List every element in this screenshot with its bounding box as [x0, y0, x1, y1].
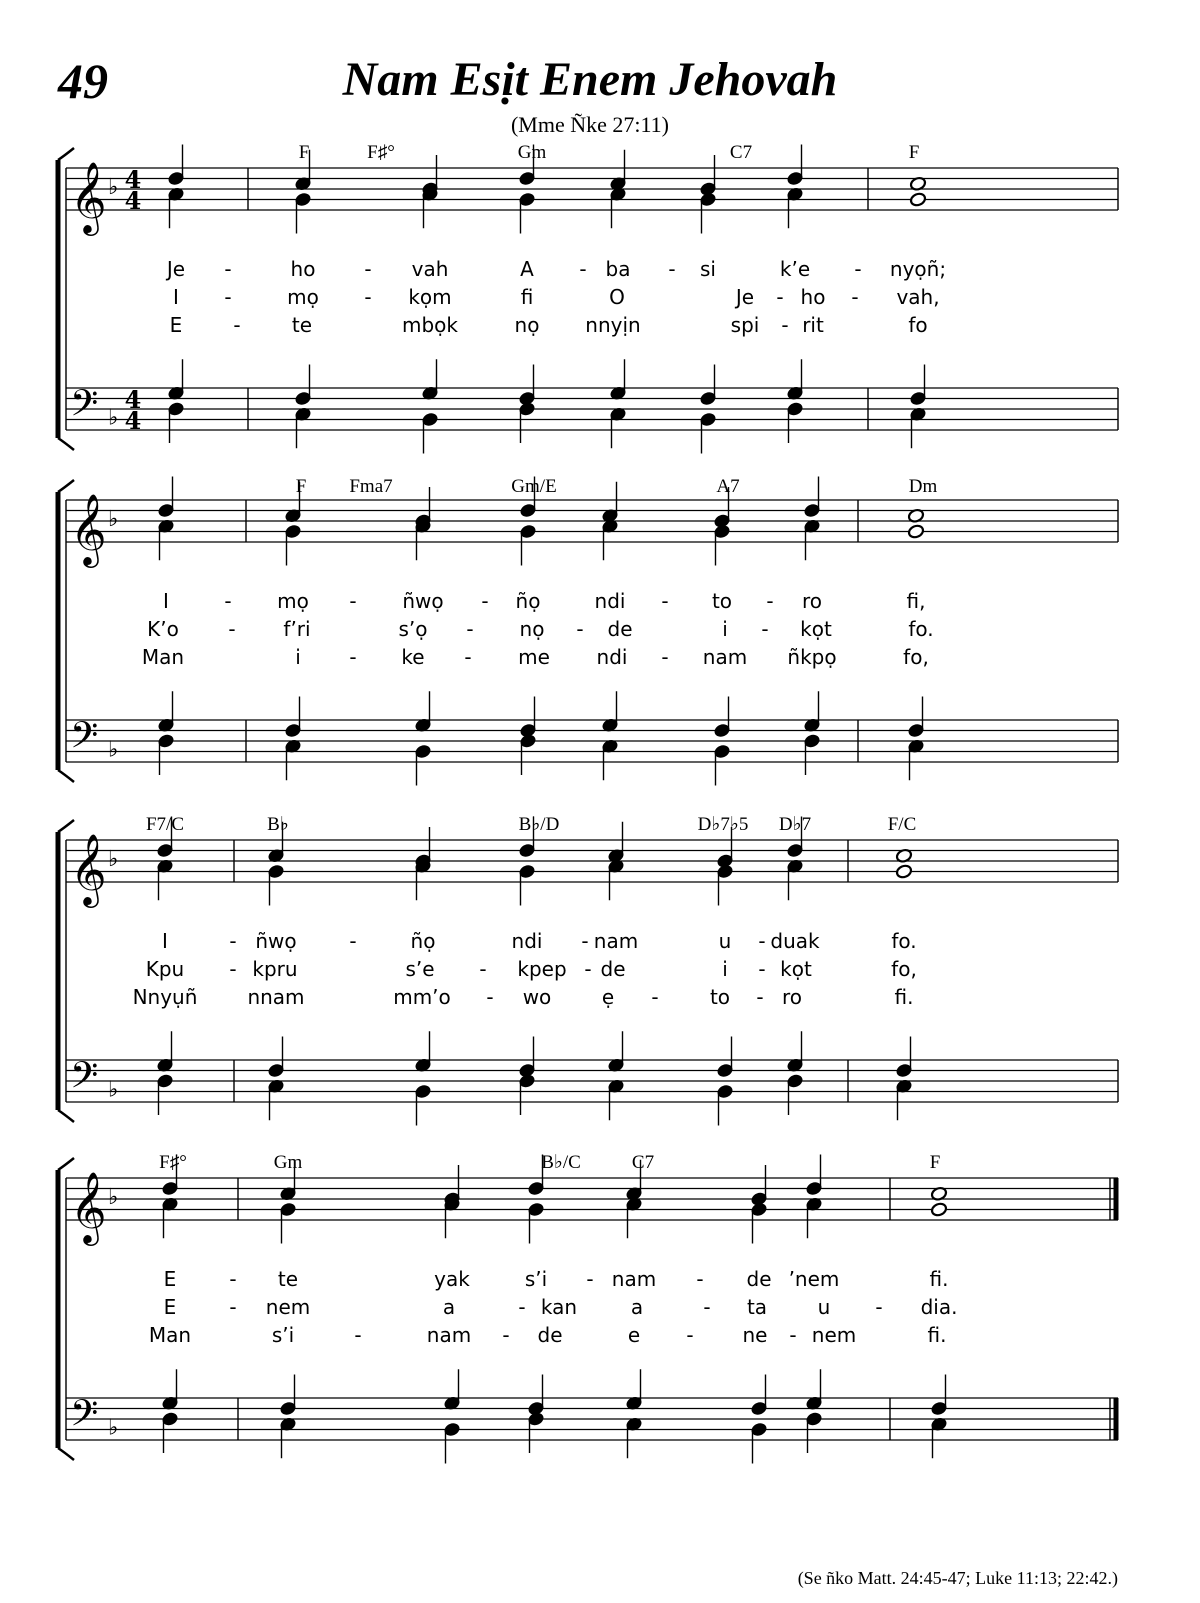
chord-symbol: D♭7♭5 [697, 814, 749, 835]
chord-symbol: C7 [631, 1152, 655, 1173]
lyric-syllable: a [442, 1295, 456, 1319]
lyric-syllable: kpru [252, 957, 298, 981]
lyric-syllable: - [224, 285, 232, 309]
lyric-syllable: ñkpọ [787, 645, 837, 669]
bracket-top [58, 820, 74, 832]
chord-symbol: Fma7 [349, 476, 393, 497]
lyric-syllable: - [781, 313, 789, 337]
chord-symbol: F [295, 476, 307, 497]
lyric-syllable: ke [401, 645, 425, 669]
alto-note [930, 1202, 947, 1217]
lyric-syllable: nnyịn [585, 313, 641, 337]
chord-symbol: Dm [908, 476, 938, 497]
lyric-syllable: - [364, 285, 372, 309]
lyric-syllable: nam [593, 929, 639, 953]
lyric-syllable: kan [540, 1295, 578, 1319]
lyric-syllable: si [700, 257, 716, 281]
lyric-syllable: yak [434, 1267, 470, 1291]
lyric-syllable: me [518, 645, 550, 669]
time-signature-top: 4 [124, 165, 142, 194]
chord-symbol: F/C [887, 814, 917, 835]
time-signature-top: 4 [124, 385, 142, 414]
lyric-syllable: te [291, 313, 313, 337]
treble-clef: 𝄞 [70, 1170, 107, 1243]
lyric-syllable: ho [800, 285, 826, 309]
lyric-syllable: - [481, 589, 489, 613]
lyric-syllable: i [722, 957, 728, 981]
lyric-syllable: - [229, 1267, 237, 1291]
bracket-bottom [58, 770, 74, 782]
lyric-syllable: - [875, 1295, 883, 1319]
lyric-syllable: fo. [891, 929, 917, 953]
lyric-syllable: fi [520, 285, 534, 309]
bass-clef: 𝄢 [70, 382, 99, 434]
lyric-syllable: - [776, 285, 784, 309]
lyric-syllable: ñwọ [255, 929, 297, 953]
lyric-syllable: wo [522, 985, 552, 1009]
lyric-syllable: kọm [408, 285, 452, 309]
lyric-syllable: ro [781, 985, 803, 1009]
lyric-syllable: - [703, 1295, 711, 1319]
lyric-syllable: Je [166, 257, 186, 281]
lyric-syllable: e [627, 1323, 641, 1347]
lyric-syllable: de [746, 1267, 772, 1291]
lyric-syllable: ta [746, 1295, 768, 1319]
chord-symbol: F7/C [145, 814, 185, 835]
lyric-syllable: - [661, 645, 669, 669]
lyric-syllable: E [163, 1295, 177, 1319]
lyric-syllable: - [224, 589, 232, 613]
lyric-syllable: de [537, 1323, 563, 1347]
chord-symbol: B♭ [267, 814, 289, 835]
flat-icon: ♭ [108, 1415, 119, 1441]
lyric-syllable: - [354, 1323, 362, 1347]
lyric-syllable: - [233, 313, 241, 337]
treble-clef: 𝄞 [70, 492, 107, 565]
lyric-syllable: fo [908, 313, 928, 337]
lyric-syllable: fi. [927, 1323, 947, 1347]
chord-symbol: F♯° [159, 1152, 187, 1173]
chord-symbol: D♭7 [778, 814, 812, 835]
bracket-bottom [58, 1110, 74, 1122]
lyric-syllable: ba [605, 257, 631, 281]
lyric-syllable: fi. [929, 1267, 949, 1291]
lyric-syllable: K’o [147, 617, 179, 641]
bass-clef: 𝄢 [70, 1054, 99, 1106]
lyric-syllable: kpep [517, 957, 567, 981]
lyric-syllable: de [607, 617, 633, 641]
lyric-syllable: - [229, 1295, 237, 1319]
lyric-syllable: vah [411, 257, 449, 281]
hymn-number: 49 [58, 53, 108, 109]
lyric-syllable: s’ọ [398, 617, 428, 641]
flat-icon: ♭ [108, 1077, 119, 1103]
lyric-syllable: - [229, 957, 237, 981]
lyric-syllable: to [709, 985, 731, 1009]
chord-symbol: F [298, 142, 310, 163]
bass-clef: 𝄢 [70, 714, 99, 766]
lyric-syllable: I [163, 589, 169, 613]
lyric-syllable: - [579, 257, 587, 281]
lyric-syllable: - [854, 257, 862, 281]
chord-symbol: Gm [273, 1152, 303, 1173]
lyric-syllable: ro [801, 589, 823, 613]
flat-icon: ♭ [108, 405, 119, 431]
lyric-syllable: E [169, 313, 183, 337]
lyric-syllable: f’ri [283, 617, 311, 641]
lyric-syllable: - [686, 1323, 694, 1347]
alto-note [907, 524, 924, 539]
chord-symbol: B♭/C [541, 1152, 581, 1173]
lyric-syllable: - [668, 257, 676, 281]
chord-symbol: B♭/D [518, 814, 560, 835]
lyric-syllable: i [722, 617, 728, 641]
flat-icon: ♭ [108, 507, 119, 532]
lyric-syllable: i [295, 645, 301, 669]
alto-note [895, 864, 912, 879]
lyric-syllable: u [718, 929, 732, 953]
lyric-syllable: E [163, 1267, 177, 1291]
lyric-syllable: ho [290, 257, 316, 281]
bracket-top [58, 480, 74, 492]
lyric-syllable: - [756, 985, 764, 1009]
lyric-syllable: s’e [405, 957, 435, 981]
chord-symbol: F [908, 142, 920, 163]
bracket-bottom [58, 1448, 74, 1460]
lyric-syllable: - [758, 929, 766, 953]
lyric-syllable: ñọ [515, 589, 541, 613]
lyric-syllable: - [228, 617, 236, 641]
lyric-syllable: to [711, 589, 733, 613]
lyric-syllable: te [277, 1267, 299, 1291]
chord-symbol: A7 [716, 476, 740, 497]
lyric-syllable: nem [811, 1323, 857, 1347]
lyric-syllable: - [466, 617, 474, 641]
lyric-syllable: s’i [524, 1267, 548, 1291]
lyric-syllable: spi [730, 313, 760, 337]
lyric-syllable: - [789, 1323, 797, 1347]
lyric-syllable: rit [802, 313, 824, 337]
lyric-syllable: nnam [247, 985, 305, 1009]
lyric-syllable: - [651, 985, 659, 1009]
lyric-syllable: - [349, 589, 357, 613]
lyric-syllable: - [576, 617, 584, 641]
lyric-syllable: mbọk [402, 313, 458, 337]
lyric-syllable: Man [148, 1323, 192, 1347]
lyric-syllable: - [766, 589, 774, 613]
time-signature-bottom: 4 [124, 406, 142, 435]
lyric-syllable: - [581, 929, 589, 953]
lyric-syllable: ndi [511, 929, 543, 953]
lyric-syllable: - [758, 957, 766, 981]
lyric-syllable: fo, [891, 957, 917, 981]
lyric-syllable: Je [735, 285, 755, 309]
lyric-syllable: ndi [596, 645, 628, 669]
treble-clef: 𝄞 [70, 160, 107, 233]
lyric-syllable: - [696, 1267, 704, 1291]
bracket-top [58, 1158, 74, 1170]
lyric-syllable: - [479, 957, 487, 981]
lyric-syllable: nọ [519, 617, 545, 641]
flat-icon: ♭ [108, 175, 119, 200]
chord-symbol: F♯° [367, 142, 395, 163]
flat-icon: ♭ [108, 1185, 119, 1210]
lyric-syllable: - [349, 929, 357, 953]
bracket-top [58, 148, 74, 160]
lyric-syllable: nam [426, 1323, 472, 1347]
lyric-syllable: - [364, 257, 372, 281]
lyric-syllable: ndi [594, 589, 626, 613]
lyric-syllable: a [630, 1295, 644, 1319]
footer-reference: (Se ñko Matt. 24:45-47; Luke 11:13; 22:42.) [797, 1568, 1118, 1588]
lyric-syllable: Kpu [145, 957, 185, 981]
time-signature-bottom: 4 [124, 186, 142, 215]
flat-icon: ♭ [108, 847, 119, 872]
chord-symbol: Gm/E [511, 476, 557, 497]
lyric-syllable: fi. [894, 985, 914, 1009]
lyric-syllable: s’i [271, 1323, 295, 1347]
lyric-syllable: A [520, 257, 534, 281]
lyric-syllable: nyọñ; [889, 257, 947, 281]
lyric-syllable: - [761, 617, 769, 641]
bracket-bottom [58, 438, 74, 450]
lyric-syllable: O [609, 285, 625, 309]
lyric-syllable: ẹ [601, 985, 615, 1009]
lyric-syllable: - [224, 257, 232, 281]
lyric-syllable: nam [702, 645, 748, 669]
lyric-syllable: ne [742, 1323, 768, 1347]
lyric-syllable: kọt [800, 617, 832, 641]
lyric-syllable: - [584, 957, 592, 981]
lyric-syllable: - [586, 1267, 594, 1291]
lyric-syllable: fo. [908, 617, 934, 641]
lyric-syllable: kọt [780, 957, 812, 981]
lyric-syllable: - [518, 1295, 526, 1319]
alto-note [909, 192, 926, 207]
lyric-syllable: nem [265, 1295, 311, 1319]
lyric-syllable: dia. [920, 1295, 958, 1319]
flat-icon: ♭ [108, 737, 119, 763]
lyric-syllable: - [486, 985, 494, 1009]
lyric-syllable: vah, [896, 285, 940, 309]
lyric-syllable: u [817, 1295, 831, 1319]
lyric-syllable: - [851, 285, 859, 309]
scripture-subtitle: (Mme Ñke 27:11) [510, 112, 670, 137]
lyric-syllable: - [349, 645, 357, 669]
lyric-syllable: - [661, 589, 669, 613]
lyric-syllable: k’e [779, 257, 811, 281]
chord-symbol: F [929, 1152, 941, 1173]
lyric-syllable: - [502, 1323, 510, 1347]
lyric-syllable: nam [611, 1267, 657, 1291]
lyric-syllable: fi, [906, 589, 926, 613]
hymn-title: Nam Esịt Enem Jehovah [342, 53, 838, 106]
lyric-syllable: ñwọ [402, 589, 444, 613]
lyric-syllable: Nnyụñ [132, 985, 198, 1009]
lyric-syllable: fo, [903, 645, 929, 669]
lyric-syllable: I [173, 285, 179, 309]
lyric-syllable: I [162, 929, 168, 953]
lyric-syllable: ’nem [788, 1267, 840, 1291]
lyric-syllable: nọ [514, 313, 540, 337]
lyric-syllable: duak [770, 929, 820, 953]
lyric-syllable: Man [141, 645, 185, 669]
lyric-syllable: mm’o [393, 985, 451, 1009]
lyric-syllable: mọ [287, 285, 319, 309]
lyric-syllable: mọ [277, 589, 309, 613]
chord-symbol: C7 [729, 142, 753, 163]
treble-clef: 𝄞 [70, 832, 107, 905]
lyric-syllable: - [229, 929, 237, 953]
lyric-syllable: - [464, 645, 472, 669]
lyric-syllable: ñọ [410, 929, 436, 953]
bass-clef: 𝄢 [70, 1392, 99, 1444]
chord-symbol: Gm [517, 142, 547, 163]
lyric-syllable: de [600, 957, 626, 981]
